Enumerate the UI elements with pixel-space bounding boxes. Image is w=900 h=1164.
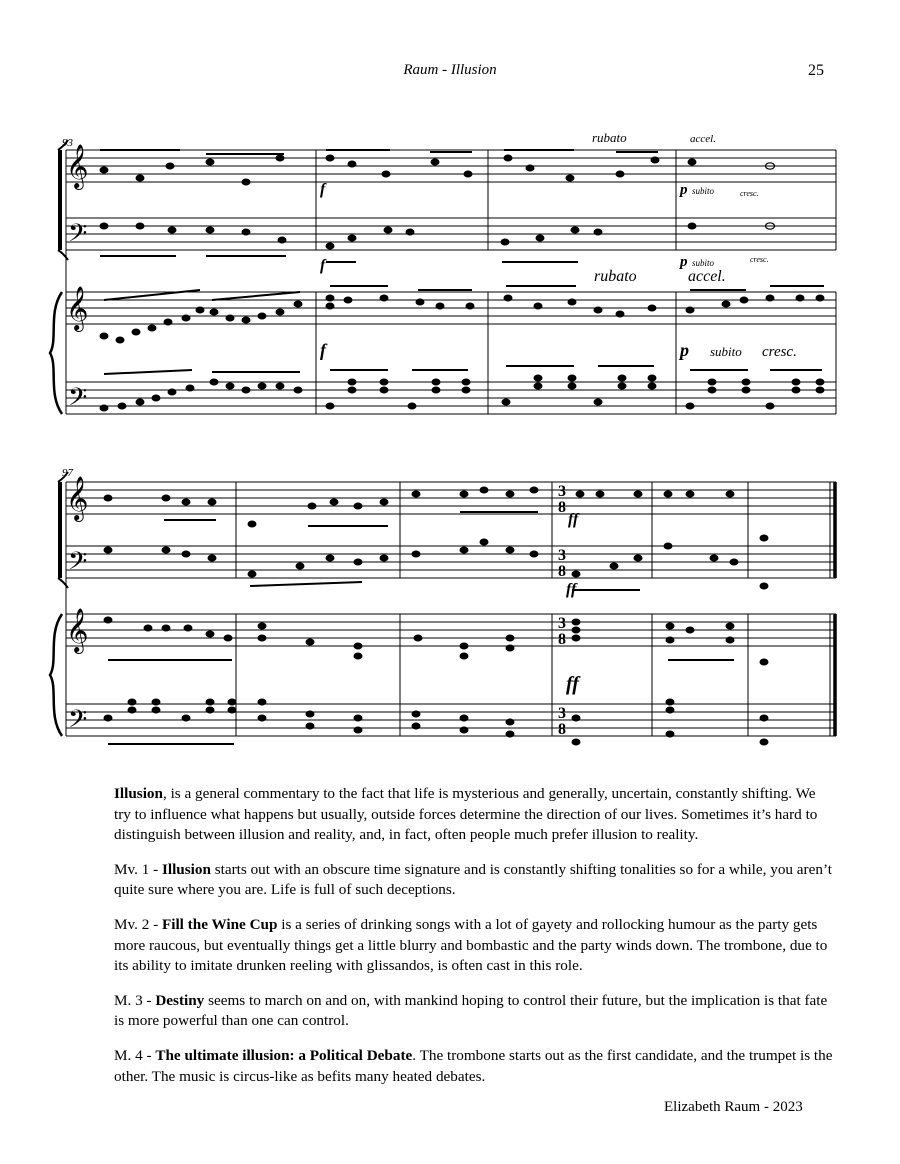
piano-bass-staff: [66, 704, 836, 736]
bass-clef-icon: 𝄢: [68, 220, 88, 253]
piano-dynamic-ff: ff: [566, 673, 579, 695]
program-note-paragraph: [114, 1046, 834, 1087]
trombone-dynamic-p: p: [680, 254, 688, 270]
program-note-paragraph: [114, 784, 834, 846]
program-note-paragraph: [114, 860, 834, 901]
trumpet-dynamic-ff: ff: [568, 511, 579, 528]
piano-subito: subito: [710, 344, 742, 359]
trumpet-cresc: cresc.: [740, 189, 759, 198]
system-2: [50, 467, 836, 745]
note-bold-term: Destiny: [155, 991, 205, 1009]
note-bold-term: Fill the Wine Cup: [161, 915, 278, 933]
note-prefix: Mv. 2 -: [114, 915, 162, 933]
program-notes: [114, 784, 834, 1101]
piano-accel-marking: accel.: [688, 268, 726, 285]
piano-dynamic-p: p: [680, 340, 689, 360]
note-bold-term: The ultimate illusion: a Political Debate: [155, 1046, 413, 1064]
treble-clef-icon: 𝄞: [66, 288, 89, 330]
composer-credit: Elizabeth Raum - 2023: [664, 1099, 803, 1115]
trombone-cresc: cresc.: [750, 255, 769, 264]
treble-clef-icon: 𝄞: [66, 610, 89, 652]
trumpet-dynamic-f: f: [320, 181, 326, 198]
trumpet-dynamic-p: p: [680, 182, 688, 198]
piano-notes-system-2: [104, 617, 768, 745]
bass-clef-icon: 𝄢: [68, 548, 88, 581]
svg-text:8: 8: [558, 563, 566, 580]
note-text: seems to march on and on, with mankind hoping to control their future, but the implication is that fate is more powerful than one can control.: [114, 991, 828, 1030]
time-signature-3-8: [558, 483, 566, 738]
trumpet-rubato-marking: rubato: [592, 130, 627, 145]
piano-dynamic-f: f: [320, 340, 326, 360]
trombone-staff: [66, 546, 836, 578]
measure-number-97: 97: [62, 467, 73, 479]
bass-clef-icon: 𝄢: [68, 706, 88, 739]
svg-text:3: 3: [558, 483, 566, 500]
trombone-subito: subito: [692, 258, 715, 268]
piano-cresc: cresc.: [762, 344, 797, 360]
svg-text:8: 8: [558, 721, 566, 738]
note-bold-term: Illusion: [114, 785, 163, 802]
measure-number-93: 93: [62, 137, 73, 149]
trumpet-notes-system-1: [100, 150, 775, 185]
ensemble-bracket: [58, 482, 62, 578]
trumpet-accel-marking: accel.: [690, 133, 716, 145]
svg-text:8: 8: [558, 631, 566, 648]
system-1: [50, 130, 836, 417]
piano-brace: [50, 614, 62, 736]
program-note-paragraph: [114, 915, 834, 977]
trumpet-subito: subito: [692, 186, 715, 196]
note-text: is a series of drinking songs with a lot of gayety and rollocking humour as the party gets more raucous, but eventually things get a little blurry and bombastic and the party winds down. The trombone, due to its ability to imitate drunken reeling with glissandos, is often cast in this role.: [114, 915, 828, 975]
svg-text:8: 8: [558, 499, 566, 516]
trumpet-staff: [66, 482, 836, 514]
piano-rubato-marking: rubato: [594, 268, 637, 285]
ensemble-bracket: [58, 150, 62, 250]
piano-treble-staff: [66, 614, 836, 646]
treble-clef-icon: 𝄞: [66, 146, 89, 188]
trombone-dynamic-f: f: [320, 257, 326, 274]
note-text: starts out with an obscure time signature and is constantly shifting tonalities so for a while, you aren’t quite sure where you are. Life is full of such deceptions.: [114, 860, 832, 899]
note-text: . The trombone starts out as the first candidate, and the trumpet is the other. The music is circus-like as befits many heated debates.: [114, 1046, 833, 1085]
treble-clef-icon: 𝄞: [66, 478, 89, 520]
trombone-notes-system-2: [104, 539, 768, 590]
final-barline: [830, 482, 835, 736]
running-header-title: Raum - Illusion: [403, 62, 497, 78]
program-note-paragraph: [114, 991, 834, 1032]
page-number: 25: [808, 62, 824, 79]
bass-clef-icon: 𝄢: [68, 384, 88, 417]
trombone-dynamic-ff: ff: [566, 581, 577, 598]
svg-text:3: 3: [558, 615, 566, 632]
piano-treble-staff: [66, 292, 836, 324]
svg-text:3: 3: [558, 705, 566, 722]
note-text: , is a general commentary to the fact that life is mysterious and generally, uncertain, constantly shifting. We try to influence what happens but usually, outside forces determine the direction of our lives. Sometimes it’s hard to distinguish between illusion and reality, and, in fact, often people much prefer illusion to reality.: [114, 785, 818, 844]
trombone-staff: [66, 218, 836, 250]
note-prefix: M. 3 -: [114, 991, 156, 1009]
note-prefix: M. 4 -: [114, 1046, 156, 1064]
piano-brace: [50, 292, 62, 414]
note-bold-term: Illusion: [161, 860, 211, 878]
piano-bass-staff: [66, 382, 836, 414]
note-prefix: Mv. 1 -: [114, 860, 162, 878]
trumpet-staff: [66, 150, 836, 182]
svg-text:3: 3: [558, 547, 566, 564]
